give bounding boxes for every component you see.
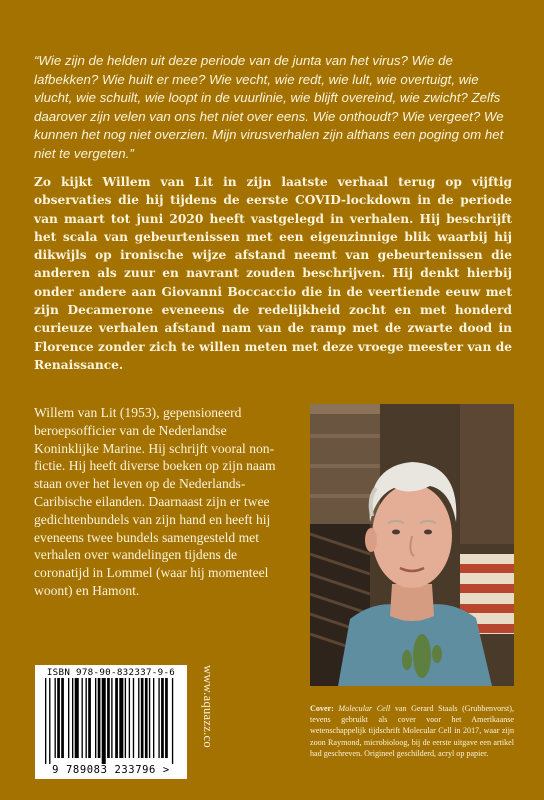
- barcode-bar: [115, 678, 118, 758]
- barcode-bar: [141, 678, 144, 758]
- barcode-bar: [68, 678, 69, 758]
- barcode-bar: [72, 678, 73, 758]
- barcode-bar: [75, 678, 79, 758]
- barcode-bar: [125, 678, 126, 758]
- barcode-bar: [149, 678, 150, 758]
- barcode-bar: [172, 678, 173, 764]
- barcode-bars: [35, 678, 187, 764]
- author-photo: [310, 404, 514, 686]
- barcode-bar: [88, 678, 91, 758]
- barcode-bar: [111, 678, 112, 758]
- barcode-bar: [49, 678, 50, 764]
- barcode-bar: [119, 678, 123, 758]
- book-synopsis: Zo kijkt Willem van Lit in zijn laatste verhaal terug op vijftig observaties die hij tijdens de eerste COVID-lockdown in de periode van maart tot juni 2020 heeft vastgelegd in verhalen. Hij beschrijft het scala van gebeurtenissen met een eigenzinnige blik waarbij hij dikwijls op ironische wijze afstand neemt van gebeurtenissen die anderen als zuur en navrant zouden beschrijven. Hij denkt hierbij onder andere aan Giovanni Boccaccio die in de veertiende eeuw met zijn Decamerone eveneens de redelijkheid zocht en met honderd curieuze verhalen afstand nam van de ramp met de zwarte dood in Florence zonder zich te willen meten met deze vroege meester van de Renaissance.: [34, 175, 512, 372]
- barcode-bar: [145, 678, 148, 758]
- barcode-bar: [61, 678, 64, 758]
- back-cover-quote: “Wie zijn de helden uit deze periode van de junta van het virus? Wie de lafbekken? Wie huilt er mee? Wie vecht, wie redt, wie lult, wie overtuigt, wie vlucht, wie schuilt, wie loopt in de vuurlinie, wie blijft overeind, wie zwicht? Zelfs daarover zijn velen van ons het niet over eens. Wie onthoudt? Wie vergeet? We kunnen het nog niet overzien. Mijn virusverhalen zijn althans een poging om het niet te vergeten.”: [34, 53, 504, 161]
- barcode-bar: [158, 678, 159, 758]
- barcode-bar: [98, 678, 101, 758]
- barcode-bar: [86, 678, 87, 758]
- cover-credit-label: Cover:: [310, 704, 334, 713]
- barcode-bar: [138, 678, 139, 758]
- cover-credit: [310, 703, 514, 759]
- barcode-bar: [153, 678, 154, 758]
- barcode-bar: [95, 678, 96, 758]
- cover-credit-title: Molecular Cell: [338, 704, 391, 713]
- barcode-bar: [102, 678, 106, 764]
- ean-digits: 9 789083 233796 >: [52, 764, 170, 776]
- cover-credit-text: van Gerard Staals (Grubbenvorst), tevens gebruikt als cover voor het Amerikaanse wetenschappelijk tijdschrift Molecular Cell in 2017, waar zijn zoon Raymond, microbioloog, bij de eerste uitgave een artikel had geschreven. Origineel geschilderd, acryl op papier.: [310, 704, 514, 758]
- barcode-bar: [165, 678, 168, 758]
- isbn-number: ISBN 978-90-832337-9-6: [46, 667, 176, 678]
- publisher-website: www.aquazz.co: [201, 665, 215, 748]
- isbn-barcode: [35, 665, 187, 779]
- barcode-bar: [107, 678, 110, 758]
- barcode-bar: [161, 678, 164, 758]
- barcode-bar: [82, 678, 83, 758]
- barcode-bar: [45, 678, 46, 764]
- barcode-bar: [57, 678, 60, 758]
- barcode-bar: [55, 678, 56, 758]
- barcode-bar: [133, 678, 134, 758]
- barcode-bar: [129, 678, 130, 758]
- author-biography: Willem van Lit (1953), gepensioneerd beroepsofficier van de Nederlandse Koninklijke Marine. Hij schrijft vooral non-fictie. Hij heeft diverse boeken op zijn naam staan over het leven op de Nederlands-Caribische eilanden. Daarnaast zijn er twee gedichtenbundels van zijn hand en heeft hij eveneens twee bundels samengesteld met verhalen over wandelingen tijdens de coronatijd in Lommel (waar hij momenteel woont) en Hamont.: [34, 405, 276, 598]
